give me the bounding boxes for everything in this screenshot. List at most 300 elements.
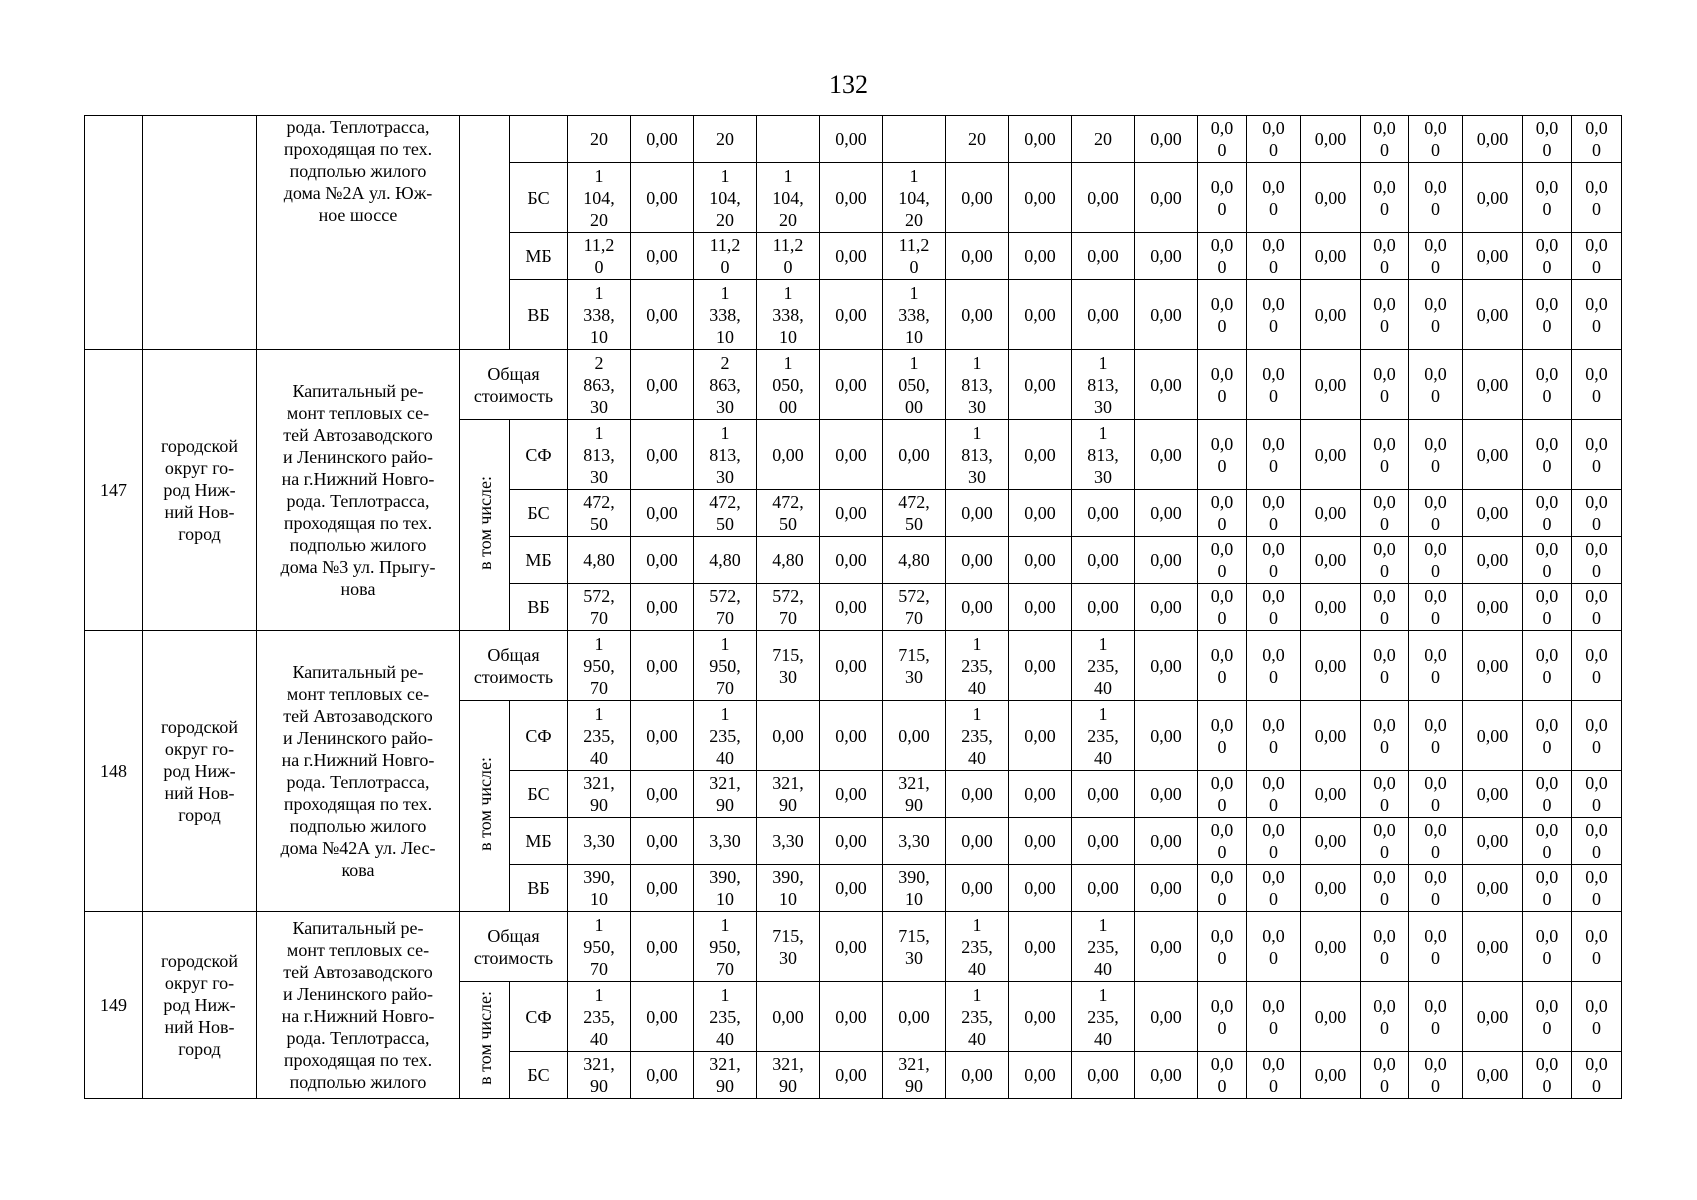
value-v9 bbox=[1072, 280, 1135, 350]
cell-value: 0,00 bbox=[1150, 597, 1182, 617]
value-v7 bbox=[946, 280, 1009, 350]
cell-value: 0,00 bbox=[1024, 1006, 1056, 1027]
text-line: 472, bbox=[583, 492, 615, 512]
cell-value: 0,00 bbox=[835, 444, 867, 465]
zero-cell bbox=[1463, 584, 1523, 631]
entry-number-cell bbox=[85, 350, 143, 631]
text-line: 0,0 bbox=[1262, 176, 1285, 197]
text-line: 1 bbox=[1098, 984, 1108, 1005]
text-line: подполью жилого bbox=[289, 816, 427, 836]
text-line: 0,0 bbox=[1535, 773, 1559, 793]
value-v4 bbox=[757, 350, 820, 420]
text-line: 0 bbox=[1269, 1017, 1278, 1038]
value-v6 bbox=[883, 865, 946, 912]
value-v9 bbox=[1072, 537, 1135, 584]
zero-cell bbox=[1301, 1052, 1361, 1099]
text-line: кова bbox=[341, 860, 375, 880]
value-v1 bbox=[568, 982, 631, 1052]
cell-value: 0,00 bbox=[1476, 831, 1509, 851]
cell-value: 0,00 bbox=[1024, 374, 1056, 395]
text-line: 235, bbox=[709, 725, 741, 746]
text-line: 0 bbox=[783, 257, 793, 277]
text-line: 0,0 bbox=[1262, 363, 1285, 384]
zero-cell bbox=[1135, 631, 1198, 701]
text-line: 0 bbox=[1592, 842, 1601, 862]
description-cell bbox=[257, 116, 460, 350]
cell-value: 0,00 bbox=[1150, 444, 1182, 465]
cell-value: 0,00 bbox=[1150, 374, 1182, 395]
text-line: 70 bbox=[590, 677, 608, 698]
text-line: 0 bbox=[1542, 514, 1552, 534]
cell-value: БС bbox=[527, 1065, 550, 1085]
zero-cell bbox=[631, 233, 694, 280]
cell-value: 0,00 bbox=[835, 1065, 867, 1085]
text-line: 104, bbox=[772, 187, 804, 208]
text-line: 0 bbox=[1542, 608, 1552, 628]
source-label-cell bbox=[510, 420, 568, 490]
text-line: 1 bbox=[594, 703, 604, 724]
zero-cell bbox=[1009, 982, 1072, 1052]
text-line: 0 bbox=[1217, 736, 1227, 757]
text-line: 0,00 bbox=[1087, 1065, 1119, 1085]
text-line: 0,0 bbox=[1210, 995, 1234, 1016]
text-line: 0,0 bbox=[1424, 586, 1447, 606]
cell-value: 0,00 bbox=[646, 1065, 678, 1085]
text-line: 90 bbox=[905, 1076, 923, 1096]
text-line: 0,0 bbox=[1585, 433, 1608, 454]
cell-value: 0,00 bbox=[646, 187, 678, 208]
value-v9 bbox=[1072, 490, 1135, 537]
text-line: 10 bbox=[779, 326, 797, 347]
cell-value: 149 bbox=[100, 995, 127, 1015]
value-v1 bbox=[568, 584, 631, 631]
cell-value: 0,00 bbox=[1150, 725, 1182, 746]
source-label-cell bbox=[510, 771, 568, 818]
text-line: 0 bbox=[1380, 736, 1389, 757]
text-line: 0 bbox=[1269, 736, 1278, 757]
text-line: 0,0 bbox=[1535, 118, 1559, 138]
text-line: 321, bbox=[709, 773, 741, 793]
text-line: 3,30 bbox=[772, 831, 804, 851]
cell-value: СФ bbox=[525, 725, 552, 746]
text-line: 0 bbox=[1269, 608, 1278, 628]
cell-value: 0,00 bbox=[1024, 597, 1056, 617]
value-v3 bbox=[694, 233, 757, 280]
value-v1 bbox=[568, 1052, 631, 1099]
text-line: стоимость bbox=[473, 666, 554, 687]
cell-value: 0,00 bbox=[1476, 503, 1509, 523]
zero-cell bbox=[820, 1052, 883, 1099]
zero-cell bbox=[631, 982, 694, 1052]
text-line: рода. Теплотрасса, bbox=[286, 1028, 430, 1048]
value-v3 bbox=[694, 701, 757, 771]
zero-split-cell bbox=[1409, 584, 1463, 631]
value-v3 bbox=[694, 1052, 757, 1099]
zero-cell bbox=[1463, 631, 1523, 701]
text-line: 715, bbox=[772, 644, 804, 665]
zero-split-cell bbox=[1409, 116, 1463, 163]
text-line: 321, bbox=[772, 1054, 804, 1074]
zero-cell bbox=[1301, 116, 1361, 163]
text-line: 0 bbox=[1542, 947, 1552, 968]
text-line: 0 bbox=[1217, 1076, 1227, 1096]
text-line: 1 bbox=[972, 703, 982, 724]
text-line: 0,0 bbox=[1210, 118, 1234, 138]
text-line: 0,00 bbox=[961, 597, 993, 617]
text-line: 0 bbox=[1592, 257, 1601, 277]
value-v4 bbox=[757, 116, 820, 163]
zero-split-cell bbox=[1198, 912, 1247, 982]
text-line: 30 bbox=[779, 666, 797, 687]
value-v4 bbox=[757, 1052, 820, 1099]
cell-value: 0,00 bbox=[835, 187, 867, 208]
cell-value: 0,00 bbox=[646, 503, 678, 523]
source-label-cell bbox=[510, 116, 568, 163]
text-line: 0,0 bbox=[1585, 293, 1608, 314]
text-line: 0,00 bbox=[898, 1006, 930, 1027]
text-line: 0,0 bbox=[1424, 118, 1447, 138]
text-line: Капитальный ре- bbox=[292, 918, 424, 938]
value-v9 bbox=[1072, 701, 1135, 771]
text-line: 50 bbox=[590, 514, 608, 534]
text-line: на г.Нижний Новго- bbox=[281, 469, 435, 489]
text-line: Капитальный ре- bbox=[292, 381, 424, 401]
zero-cell bbox=[820, 701, 883, 771]
text-line: 0 bbox=[1269, 514, 1278, 534]
text-line: на г.Нижний Новго- bbox=[281, 750, 435, 770]
text-line: ное шоссе bbox=[318, 205, 398, 225]
text-line: и Ленинского райо- bbox=[283, 447, 433, 467]
zero-split-cell bbox=[1409, 982, 1463, 1052]
text-line: 572, bbox=[898, 586, 930, 606]
text-line: 0 bbox=[1431, 1076, 1440, 1096]
zero-split-cell bbox=[1198, 163, 1247, 233]
text-line: 0,0 bbox=[1585, 995, 1608, 1016]
text-line: подполью жилого bbox=[289, 161, 427, 181]
text-line: 0 bbox=[1592, 561, 1601, 581]
text-line: 0 bbox=[1380, 795, 1389, 815]
text-line: 0 bbox=[1217, 947, 1227, 968]
text-line: 1 bbox=[783, 165, 793, 186]
text-line: 0,0 bbox=[1424, 773, 1447, 793]
zero-split-cell bbox=[1523, 912, 1572, 982]
cell-value: 0,00 bbox=[1314, 597, 1347, 617]
text-line: 0 bbox=[1217, 315, 1227, 336]
zero-split-cell bbox=[1572, 490, 1622, 537]
cell-value: 0,00 bbox=[1024, 655, 1056, 676]
zero-split-cell bbox=[1247, 771, 1301, 818]
text-line: 1 bbox=[909, 282, 919, 303]
text-line: 40 bbox=[968, 1028, 986, 1049]
zero-cell bbox=[1463, 865, 1523, 912]
text-line: 1 bbox=[594, 282, 604, 303]
cell-value: ВБ bbox=[527, 304, 550, 325]
value-v7 bbox=[946, 233, 1009, 280]
zero-split-cell bbox=[1198, 982, 1247, 1052]
text-line: 40 bbox=[1094, 1028, 1112, 1049]
value-v6 bbox=[883, 912, 946, 982]
text-line: 813, bbox=[1087, 444, 1119, 465]
zero-cell bbox=[1463, 233, 1523, 280]
cell-value: 0,00 bbox=[1314, 936, 1347, 957]
cell-value: 0,00 bbox=[835, 784, 867, 804]
value-v4 bbox=[757, 584, 820, 631]
source-label-cell bbox=[510, 163, 568, 233]
text-line: 0 bbox=[1431, 561, 1440, 581]
text-line: 0,0 bbox=[1585, 820, 1608, 840]
value-v6 bbox=[883, 1052, 946, 1099]
text-line: 90 bbox=[590, 795, 608, 815]
zero-split-cell bbox=[1409, 350, 1463, 420]
cell-value: 0,00 bbox=[1314, 503, 1347, 523]
zero-split-cell bbox=[1523, 631, 1572, 701]
zero-cell bbox=[1301, 865, 1361, 912]
text-line: 0 bbox=[1542, 315, 1552, 336]
including-label: в том числе: bbox=[474, 990, 495, 1085]
value-v6 bbox=[883, 116, 946, 163]
text-line: 715, bbox=[772, 925, 804, 946]
page-number: 132 bbox=[829, 70, 868, 99]
text-line: 00 bbox=[779, 396, 797, 417]
zero-split-cell bbox=[1572, 537, 1622, 584]
text-line: 813, bbox=[1087, 374, 1119, 395]
zero-cell bbox=[1135, 116, 1198, 163]
zero-cell bbox=[1463, 116, 1523, 163]
zero-cell bbox=[1463, 537, 1523, 584]
text-line: 321, bbox=[898, 773, 930, 793]
value-v1 bbox=[568, 163, 631, 233]
zero-cell bbox=[1009, 420, 1072, 490]
text-line: 0,0 bbox=[1424, 820, 1447, 840]
text-line: 1 bbox=[1098, 422, 1108, 443]
text-line: 0,0 bbox=[1585, 867, 1608, 887]
table-row bbox=[85, 116, 1622, 163]
text-line: 0 bbox=[1269, 385, 1278, 406]
text-line: 0 bbox=[1542, 561, 1552, 581]
cell-value: 0,00 bbox=[1476, 1006, 1509, 1027]
text-line: 0,00 bbox=[1087, 831, 1119, 851]
zero-split-cell bbox=[1247, 490, 1301, 537]
text-line: 70 bbox=[716, 608, 734, 628]
text-line: 235, bbox=[961, 1006, 993, 1027]
text-line: 30 bbox=[590, 396, 608, 417]
zero-cell bbox=[1009, 701, 1072, 771]
municipality-cell bbox=[143, 631, 257, 912]
text-line: город bbox=[178, 805, 221, 825]
value-v4 bbox=[757, 233, 820, 280]
cell-value: 0,00 bbox=[1150, 878, 1182, 898]
value-v3 bbox=[694, 584, 757, 631]
text-line: 0 bbox=[1217, 889, 1227, 909]
text-line: 30 bbox=[779, 947, 797, 968]
text-line: 0,0 bbox=[1373, 820, 1396, 840]
zero-cell bbox=[1301, 233, 1361, 280]
text-line: 0,00 bbox=[961, 187, 993, 208]
text-line: 0,00 bbox=[961, 304, 993, 325]
zero-cell bbox=[1135, 233, 1198, 280]
text-line: 30 bbox=[716, 396, 734, 417]
zero-split-cell bbox=[1361, 490, 1409, 537]
zero-cell bbox=[631, 537, 694, 584]
text-line: 321, bbox=[583, 773, 615, 793]
cell-value: 0,00 bbox=[1024, 444, 1056, 465]
cell-value: 0,00 bbox=[835, 503, 867, 523]
text-line: 0,0 bbox=[1262, 995, 1285, 1016]
cell-value: 0,00 bbox=[646, 936, 678, 957]
text-line: 20 bbox=[1094, 129, 1112, 149]
text-line: 0 bbox=[1217, 608, 1227, 628]
zero-split-cell bbox=[1409, 771, 1463, 818]
zero-split-cell bbox=[1361, 233, 1409, 280]
cell-value: 0,00 bbox=[835, 129, 867, 149]
zero-cell bbox=[1135, 1052, 1198, 1099]
value-v9 bbox=[1072, 584, 1135, 631]
zero-cell bbox=[820, 584, 883, 631]
text-line: 1 bbox=[594, 422, 604, 443]
text-line: 0,0 bbox=[1373, 363, 1396, 384]
text-line: 0 bbox=[1431, 315, 1440, 336]
zero-split-cell bbox=[1198, 584, 1247, 631]
text-line: 1 bbox=[720, 633, 730, 654]
zero-split-cell bbox=[1361, 350, 1409, 420]
zero-split-cell bbox=[1523, 420, 1572, 490]
text-line: дома №3 ул. Прыгу- bbox=[280, 557, 436, 577]
value-v4 bbox=[757, 280, 820, 350]
cell-value: 0,00 bbox=[835, 831, 867, 851]
including-label-cell bbox=[460, 701, 510, 912]
zero-cell bbox=[1301, 280, 1361, 350]
zero-cell bbox=[1009, 163, 1072, 233]
zero-cell bbox=[1301, 701, 1361, 771]
text-line: 20 bbox=[779, 209, 797, 230]
text-line: 0 bbox=[1217, 561, 1227, 581]
text-line: 0,0 bbox=[1585, 644, 1608, 665]
value-v1 bbox=[568, 420, 631, 490]
value-v9 bbox=[1072, 912, 1135, 982]
text-line: 0 bbox=[1542, 842, 1552, 862]
text-line: 90 bbox=[905, 795, 923, 815]
cell-value: 0,00 bbox=[646, 831, 678, 851]
text-line: 338, bbox=[583, 304, 615, 325]
text-line: 0 bbox=[1269, 140, 1278, 160]
cell-value: 0,00 bbox=[835, 1006, 867, 1027]
text-line: 338, bbox=[898, 304, 930, 325]
value-v4 bbox=[757, 490, 820, 537]
text-line: 050, bbox=[898, 374, 930, 395]
text-line: 90 bbox=[779, 795, 797, 815]
cell-value: 0,00 bbox=[1150, 936, 1182, 957]
zero-split-cell bbox=[1247, 537, 1301, 584]
value-v3 bbox=[694, 116, 757, 163]
text-line: 0 bbox=[1217, 514, 1227, 534]
zero-split-cell bbox=[1572, 584, 1622, 631]
text-line: 235, bbox=[583, 1006, 615, 1027]
text-line: 0,0 bbox=[1262, 1054, 1285, 1074]
cell-value: 0,00 bbox=[1476, 246, 1509, 266]
including-label: в том числе: bbox=[474, 756, 495, 851]
zero-cell bbox=[1009, 116, 1072, 163]
text-line: 10 bbox=[905, 889, 923, 909]
value-v3 bbox=[694, 865, 757, 912]
zero-cell bbox=[1135, 420, 1198, 490]
text-line: 0 bbox=[1269, 257, 1278, 277]
text-line: 40 bbox=[590, 747, 608, 768]
zero-split-cell bbox=[1247, 1052, 1301, 1099]
text-line: городской bbox=[160, 717, 239, 737]
value-v3 bbox=[694, 280, 757, 350]
value-v1 bbox=[568, 818, 631, 865]
text-line: проходящая по тех. bbox=[283, 139, 433, 159]
cell-value: 0,00 bbox=[1314, 187, 1347, 208]
cell-value: 0,00 bbox=[1314, 550, 1347, 570]
zero-cell bbox=[631, 280, 694, 350]
text-line: 30 bbox=[1094, 396, 1112, 417]
zero-cell bbox=[1463, 163, 1523, 233]
cell-value: 0,00 bbox=[1024, 936, 1056, 957]
text-line: 40 bbox=[590, 1028, 608, 1049]
text-line: 4,80 bbox=[709, 550, 741, 570]
cell-value: МБ bbox=[525, 246, 552, 266]
zero-cell bbox=[820, 631, 883, 701]
text-line: 3,30 bbox=[898, 831, 930, 851]
cell-value: 0,00 bbox=[646, 304, 678, 325]
value-v9 bbox=[1072, 631, 1135, 701]
including-label-cell bbox=[460, 982, 510, 1099]
zero-split-cell bbox=[1523, 982, 1572, 1052]
value-v7 bbox=[946, 818, 1009, 865]
value-v6 bbox=[883, 420, 946, 490]
text-line: 0 bbox=[1431, 795, 1440, 815]
text-line: 0 bbox=[1592, 1017, 1601, 1038]
text-line: род Ниж- bbox=[163, 995, 236, 1015]
total-label-cell bbox=[460, 631, 568, 701]
zero-cell bbox=[1135, 490, 1198, 537]
value-v4 bbox=[757, 865, 820, 912]
text-line: 235, bbox=[583, 725, 615, 746]
zero-split-cell bbox=[1572, 701, 1622, 771]
text-line: 0,0 bbox=[1262, 539, 1285, 559]
text-line: 0 bbox=[1542, 140, 1552, 160]
zero-cell bbox=[1301, 163, 1361, 233]
text-line: 10 bbox=[716, 326, 734, 347]
text-line: 0,00 bbox=[961, 550, 993, 570]
text-line: 0 bbox=[1592, 315, 1601, 336]
zero-split-cell bbox=[1572, 912, 1622, 982]
text-line: 0,00 bbox=[1087, 550, 1119, 570]
text-line: 235, bbox=[709, 1006, 741, 1027]
cell-value: МБ bbox=[525, 550, 552, 570]
text-line: 0,0 bbox=[1373, 867, 1396, 887]
value-v4 bbox=[757, 701, 820, 771]
text-line: 0 bbox=[1269, 1076, 1278, 1096]
text-line: 20 bbox=[905, 209, 923, 230]
zero-cell bbox=[1009, 818, 1072, 865]
text-line: 40 bbox=[1094, 958, 1112, 979]
text-line: 0,0 bbox=[1373, 586, 1396, 606]
text-line: тей Автозаводского bbox=[283, 425, 433, 445]
zero-split-cell bbox=[1523, 701, 1572, 771]
zero-split-cell bbox=[1523, 584, 1572, 631]
zero-split-cell bbox=[1572, 865, 1622, 912]
source-label-cell bbox=[510, 1052, 568, 1099]
text-line: 0,0 bbox=[1210, 492, 1234, 512]
municipality-cell bbox=[143, 350, 257, 631]
text-line: 0 bbox=[1380, 561, 1389, 581]
text-line: 0,0 bbox=[1210, 293, 1234, 314]
text-line: 0 bbox=[1380, 455, 1389, 476]
zero-cell bbox=[631, 1052, 694, 1099]
text-line: 1 bbox=[720, 914, 730, 935]
